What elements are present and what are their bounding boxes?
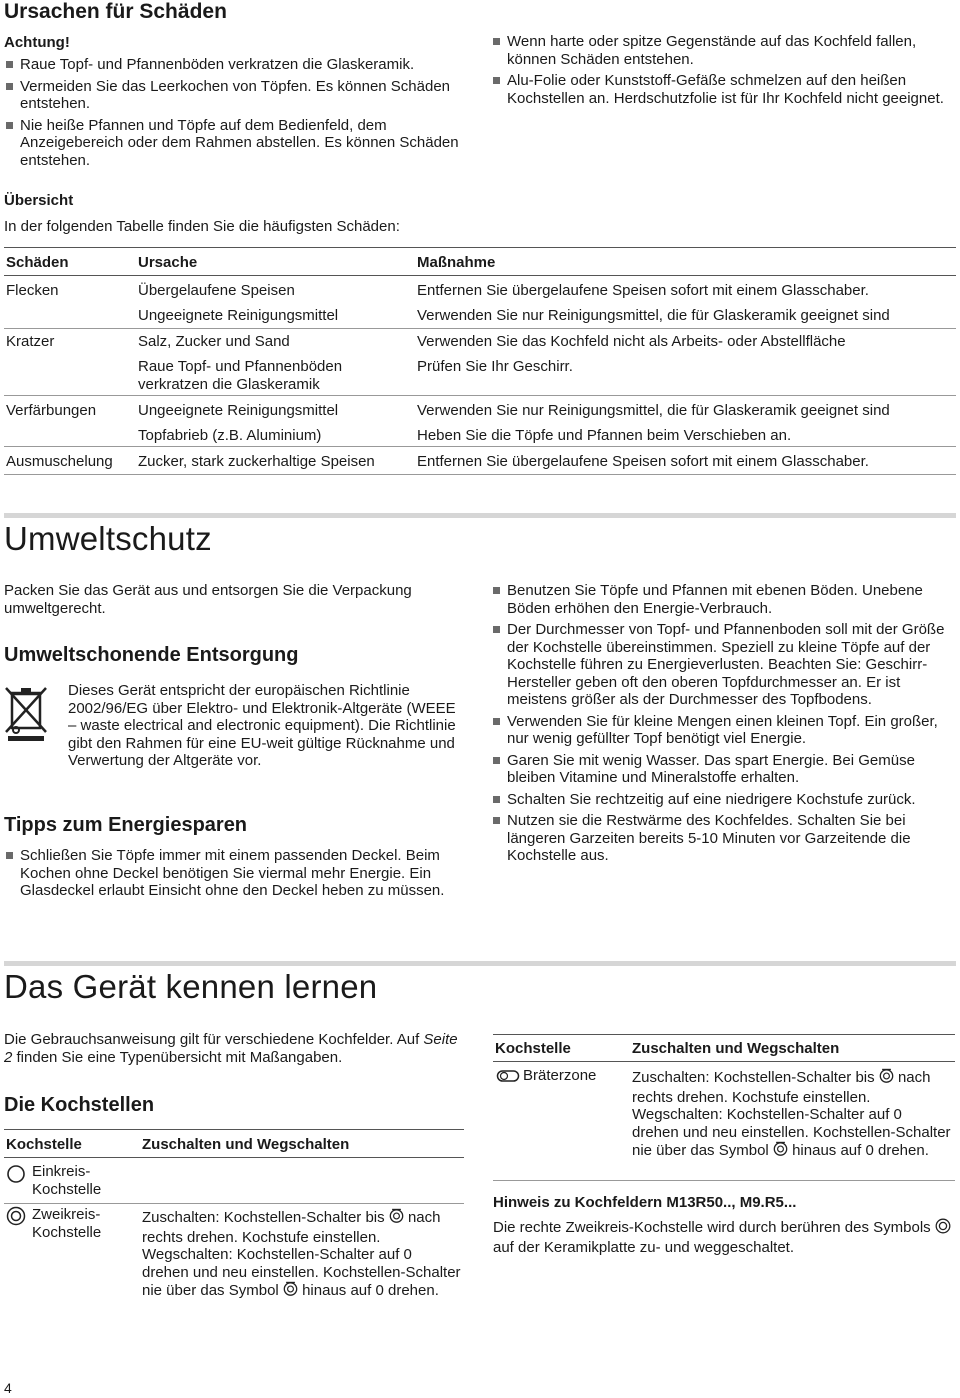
switch-symbol-icon [879, 1068, 894, 1089]
damage-cell-ursache: Übergelaufene Speisen [138, 282, 295, 299]
zuschalten-col-header: Zuschalten und Wegschalten [142, 1136, 350, 1153]
energy-tip-item: Schalten Sie rechtzeitig auf eine niedrigere Kochstufe zurück. [491, 791, 956, 809]
geraet-intro-a: Die Gebrauchsanweisung gilt für verschiedene Kochfelder. Auf [4, 1031, 420, 1048]
disposal-text: Dieses Gerät entspricht der europäischen Richtlinie 2002/96/EG über Elektro- und Elektronik-Altgeräte (WEEE – waste electrical and electronic equipment). Die Richtlinie gibt den Rahmen für eine EU-weit gültige Rücknahme und Verwertung der Altgeräte vor. [68, 682, 456, 769]
left-warning-list [4, 56, 464, 173]
damage-cell-schaeden: Flecken [6, 282, 59, 299]
kochstelle-col-header: Kochstelle [6, 1136, 82, 1153]
kochstelle-col-header-right: Kochstelle [495, 1040, 571, 1057]
zweikreis-label: Zweikreis-Kochstelle [32, 1206, 102, 1241]
disposal-heading: Umweltschonende Entsorgung [4, 644, 299, 666]
hint-text [493, 1218, 955, 1256]
page-number: 4 [4, 1380, 12, 1396]
switch-symbol-icon [773, 1141, 788, 1162]
energy-tip-item: Verwenden Sie für kleine Mengen einen kleinen Topf. Ein großer, nur wenig gefüllter Topf benötigt viel Energie. [491, 713, 956, 748]
damage-cell-massnahme: Verwenden Sie das Kochfeld nicht als Arbeits- oder Abstellfläche [417, 333, 846, 350]
damage-cell-massnahme: Verwenden Sie nur Reinigungsmittel, die für Glaskeramik geeignet sind [417, 307, 890, 324]
umwelt-intro: Packen Sie das Gerät aus und entsorgen Sie die Verpackung umweltgerecht. [4, 582, 412, 617]
energy-tips-left [4, 847, 464, 904]
warning-list-item: Wenn harte oder spitze Gegenstände auf das Kochfeld fallen, können Schäden entstehen. [491, 33, 956, 68]
energy-tips-right [491, 582, 956, 869]
damage-cell-schaeden: Verfärbungen [6, 402, 97, 419]
damage-cell-schaeden: Kratzer [6, 333, 55, 350]
energy-tips-heading: Tipps zum Energiesparen [4, 814, 248, 836]
double-circle-icon [6, 1206, 26, 1231]
damage-cell-ursache: Salz, Zucker und Sand [138, 333, 290, 350]
damage-cell-ursache: Ungeeignete Reinigungsmittel [138, 402, 339, 419]
overview-text: In der folgenden Tabelle finden Sie die häufigsten Schäden: [4, 218, 400, 235]
energy-tip-item: Nutzen sie die Restwärme des Kochfeldes. Schalten Sie bei längeren Garzeiten bereits 5-10 Minuten vor Garzeitende die Kochstelle aus. [491, 812, 956, 865]
warning-list-item: Nie heiße Pfannen und Töpfe auf dem Bedienfeld, dem Anzeigebereich oder dem Rahmen abstellen. Es können Schäden entstehen. [4, 117, 464, 170]
damage-cell-ursache: Zucker, stark zuckerhaltige Speisen [138, 453, 375, 470]
damage-col-header-massnahme: Maßnahme [417, 254, 496, 271]
warning-list-item: Vermeiden Sie das Leerkochen von Töpfen. Es können Schäden entstehen. [4, 78, 464, 113]
hint-heading: Hinweis zu Kochfeldern M13R50.., M9.R5... [493, 1194, 797, 1211]
warning-list-item: Raue Topf- und Pfannenböden verkratzen die Glaskeramik. [4, 56, 464, 74]
right-warning-list [491, 33, 956, 111]
damage-cell-massnahme: Prüfen Sie Ihr Geschirr. [417, 358, 573, 375]
double-circle-symbol-icon [935, 1218, 951, 1239]
damage-cell-massnahme: Heben Sie die Töpfe und Pfannen beim Verschieben an. [417, 427, 792, 444]
damage-cell-ursache: Raue Topf- und Pfannenböden verkratzen die Glaskeramik [138, 358, 343, 393]
section-title-umweltschutz: Umweltschutz [4, 520, 212, 557]
switch-symbol-icon [389, 1208, 404, 1229]
braeterzone-instructions: Zuschalten: Kochstellen-Schalter bis nach rechts drehen. Kochstufe einstellen. Wegschalten: Kochstellen-Schalter auf 0 drehen und neu einstellen. Kochstellen-Schalter nie über das Symbol hinaus auf 0 drehen. [632, 1068, 952, 1162]
geraet-intro [4, 1031, 464, 1066]
single-circle-icon [6, 1164, 26, 1189]
kochstellen-heading: Die Kochstellen [4, 1094, 155, 1116]
einkreis-label: Einkreis-Kochstelle [32, 1163, 102, 1198]
damage-col-header-ursache: Ursache [138, 254, 198, 271]
geraet-intro-b: finden Sie eine Typenübersicht mit Maßangaben. [16, 1048, 343, 1066]
achtung-label: Achtung! [4, 34, 70, 51]
overview-heading: Übersicht [4, 192, 74, 209]
damage-cell-ursache: Topfabrieb (z.B. Aluminium) [138, 427, 322, 444]
zuschalten-col-header-right: Zuschalten und Wegschalten [632, 1040, 840, 1057]
hint-text-b: auf der Keramikplatte zu- und weggeschaltet. [493, 1238, 795, 1256]
damage-cell-schaeden: Ausmuschelung [6, 453, 113, 470]
zweikreis-instructions: Zuschalten: Kochstellen-Schalter bis nach rechts drehen. Kochstufe einstellen. Wegschalten: Kochstellen-Schalter auf 0 drehen und neu einstellen. Kochstellen-Schalter nie über das Symbol hinaus auf 0 drehen. [142, 1208, 462, 1302]
switch-symbol-icon [283, 1281, 298, 1302]
warning-list-item: Alu-Folie oder Kunststoff-Gefäße schmelzen auf den heißen Kochstellen an. Herdschutzfolie ist für Ihr Kochfeld nicht geeignet. [491, 72, 956, 107]
energy-tip-item: Der Durchmesser von Topf- und Pfannenboden soll mit der Größe der Kochstelle übereinstimmen. Speziell zu kleine Töpfe auf der Kochstelle führen zu Energieverlusten. Beachten Sie: Geschirr-Hersteller geben oft den oberen Topfdurchmesser an. Er ist meistens größer als der Durchmesser des Topfbodens. [491, 621, 956, 709]
damage-cell-massnahme: Entfernen Sie übergelaufene Speisen sofort mit einem Glasschaber. [417, 453, 869, 470]
seite-2-link[interactable]: Seite 2 [4, 1031, 458, 1066]
energy-tip-item: Garen Sie mit wenig Wasser. Das spart Energie. Bei Gemüse bleiben Vitamine und Mineralstoffe erhalten. [491, 752, 956, 787]
damage-cell-ursache: Ungeeignete Reinigungsmittel [138, 307, 339, 324]
energy-tip-item: Benutzen Sie Töpfe und Pfannen mit ebenen Böden. Unebene Böden erhöhen den Energie-Verbrauch. [491, 582, 956, 617]
braeterzone-label: Bräterzone [523, 1067, 597, 1084]
weee-bin-icon [4, 684, 48, 747]
energy-tip-item: Schließen Sie Töpfe immer mit einem passenden Deckel. Beim Kochen ohne Deckel benötigen Sie viermal mehr Energie. Ein Glasdeckel erlaubt Einsicht ohne den Deckel heben zu müssen. [4, 847, 464, 900]
damage-col-header-schaeden: Schäden [6, 254, 69, 271]
hint-text-a: Die rechte Zweikreis-Kochstelle wird durch berühren des Symbols [493, 1219, 931, 1237]
damage-cell-massnahme: Verwenden Sie nur Reinigungsmittel, die für Glaskeramik geeignet sind [417, 402, 890, 419]
section-title-geraet: Das Gerät kennen lernen [4, 968, 378, 1005]
damage-cell-massnahme: Entfernen Sie übergelaufene Speisen sofort mit einem Glasschaber. [417, 282, 869, 299]
oval-zone-icon [496, 1068, 520, 1089]
section-title-ursachen: Ursachen für Schäden [4, 0, 227, 23]
